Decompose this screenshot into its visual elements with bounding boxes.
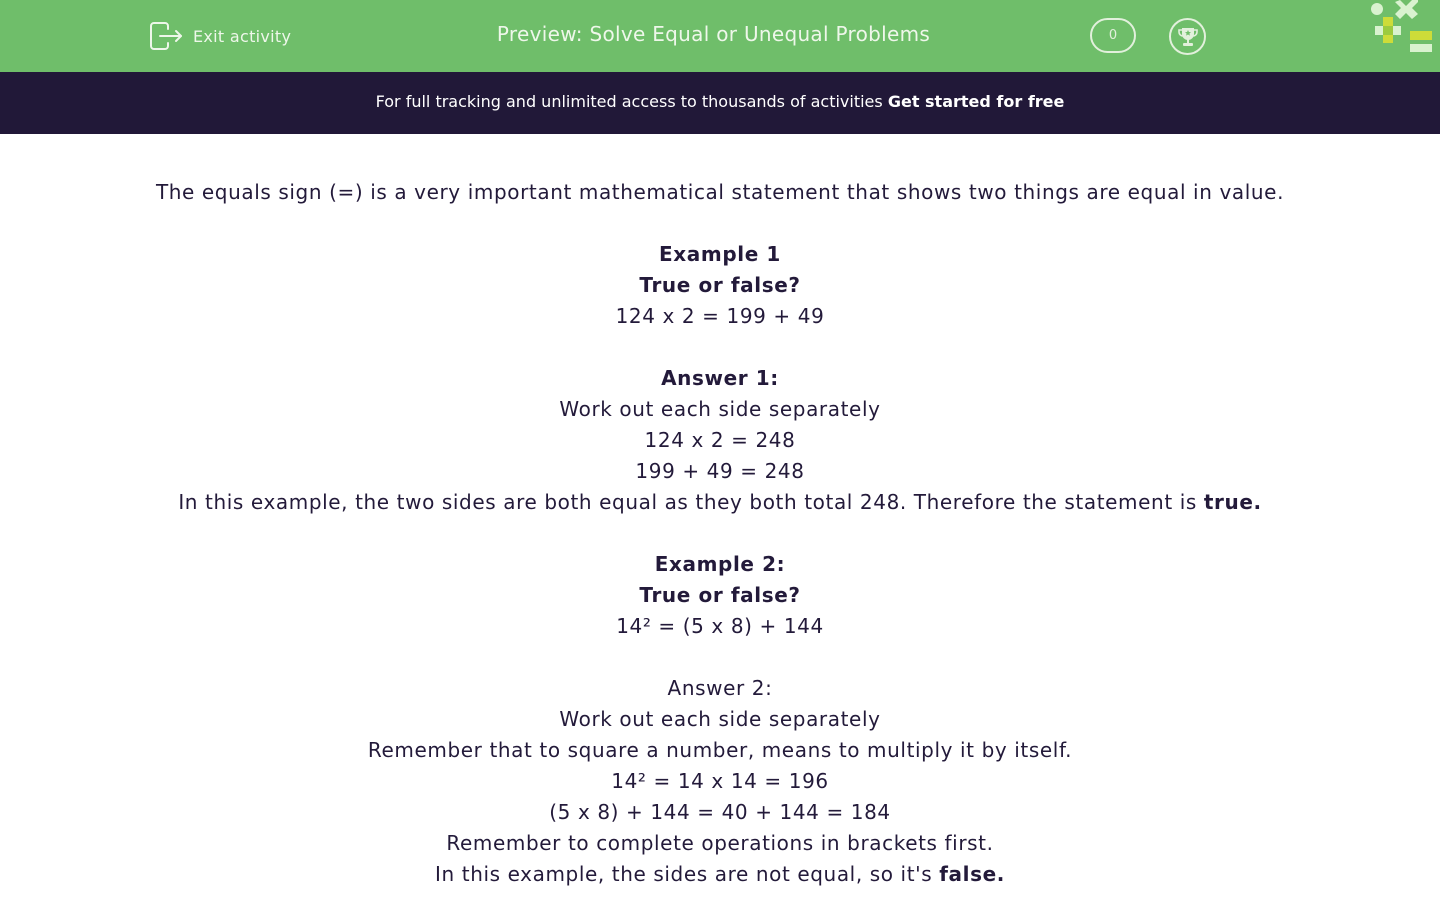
score-badge: 0: [1090, 18, 1136, 53]
promo-banner: [0, 72, 1440, 134]
answer2-conclusion: In this example, the sides are not equal, so it's false.: [435, 862, 1005, 886]
exit-activity-label: Exit activity: [193, 26, 292, 46]
answer2-tip: Remember to complete operations in brackets first.: [446, 831, 994, 855]
promo-text: For full tracking and unlimited access to thousands of activities: [375, 92, 888, 111]
example1-prompt: True or false?: [639, 273, 801, 297]
lesson-content: [0, 177, 1440, 890]
example1-statement: 124 x 2 = 199 + 49: [615, 304, 825, 328]
answer2-calc2: (5 x 8) + 144 = 40 + 144 = 184: [549, 800, 891, 824]
answer2-step: Work out each side separately: [559, 707, 881, 731]
answer1-heading: Answer 1:: [661, 366, 779, 390]
trophy-button[interactable]: [1169, 18, 1206, 55]
intro-text: The equals sign (=) is a very important mathematical statement that shows two things are equal in value.: [155, 180, 1285, 204]
answer1-calc2: 199 + 49 = 248: [635, 459, 805, 483]
example2-prompt: True or false?: [639, 583, 801, 607]
answer2-verdict: false.: [939, 862, 1005, 886]
brand-logo-icon: [1366, 0, 1440, 56]
example1-heading: Example 1: [659, 242, 781, 266]
top-bar: [0, 0, 1440, 72]
trophy-icon: [1177, 26, 1199, 48]
answer1-calc1: 124 x 2 = 248: [644, 428, 796, 452]
answer1-step: Work out each side separately: [559, 397, 881, 421]
page-title: Preview: Solve Equal or Unequal Problems: [496, 22, 931, 46]
example2-heading: Example 2:: [654, 552, 786, 576]
get-started-link[interactable]: Get started for free: [887, 92, 1065, 111]
answer1-verdict: true.: [1203, 490, 1262, 514]
answer1-conclusion: In this example, the two sides are both equal as they both total 248. Therefore the statement is true.: [178, 490, 1262, 514]
answer2-calc1: 14² = 14 x 14 = 196: [611, 769, 829, 793]
answer2-heading: Answer 2:: [667, 676, 773, 700]
answer2-note: Remember that to square a number, means to multiply it by itself.: [367, 738, 1073, 762]
example2-statement: 14² = (5 x 8) + 144: [616, 614, 824, 638]
